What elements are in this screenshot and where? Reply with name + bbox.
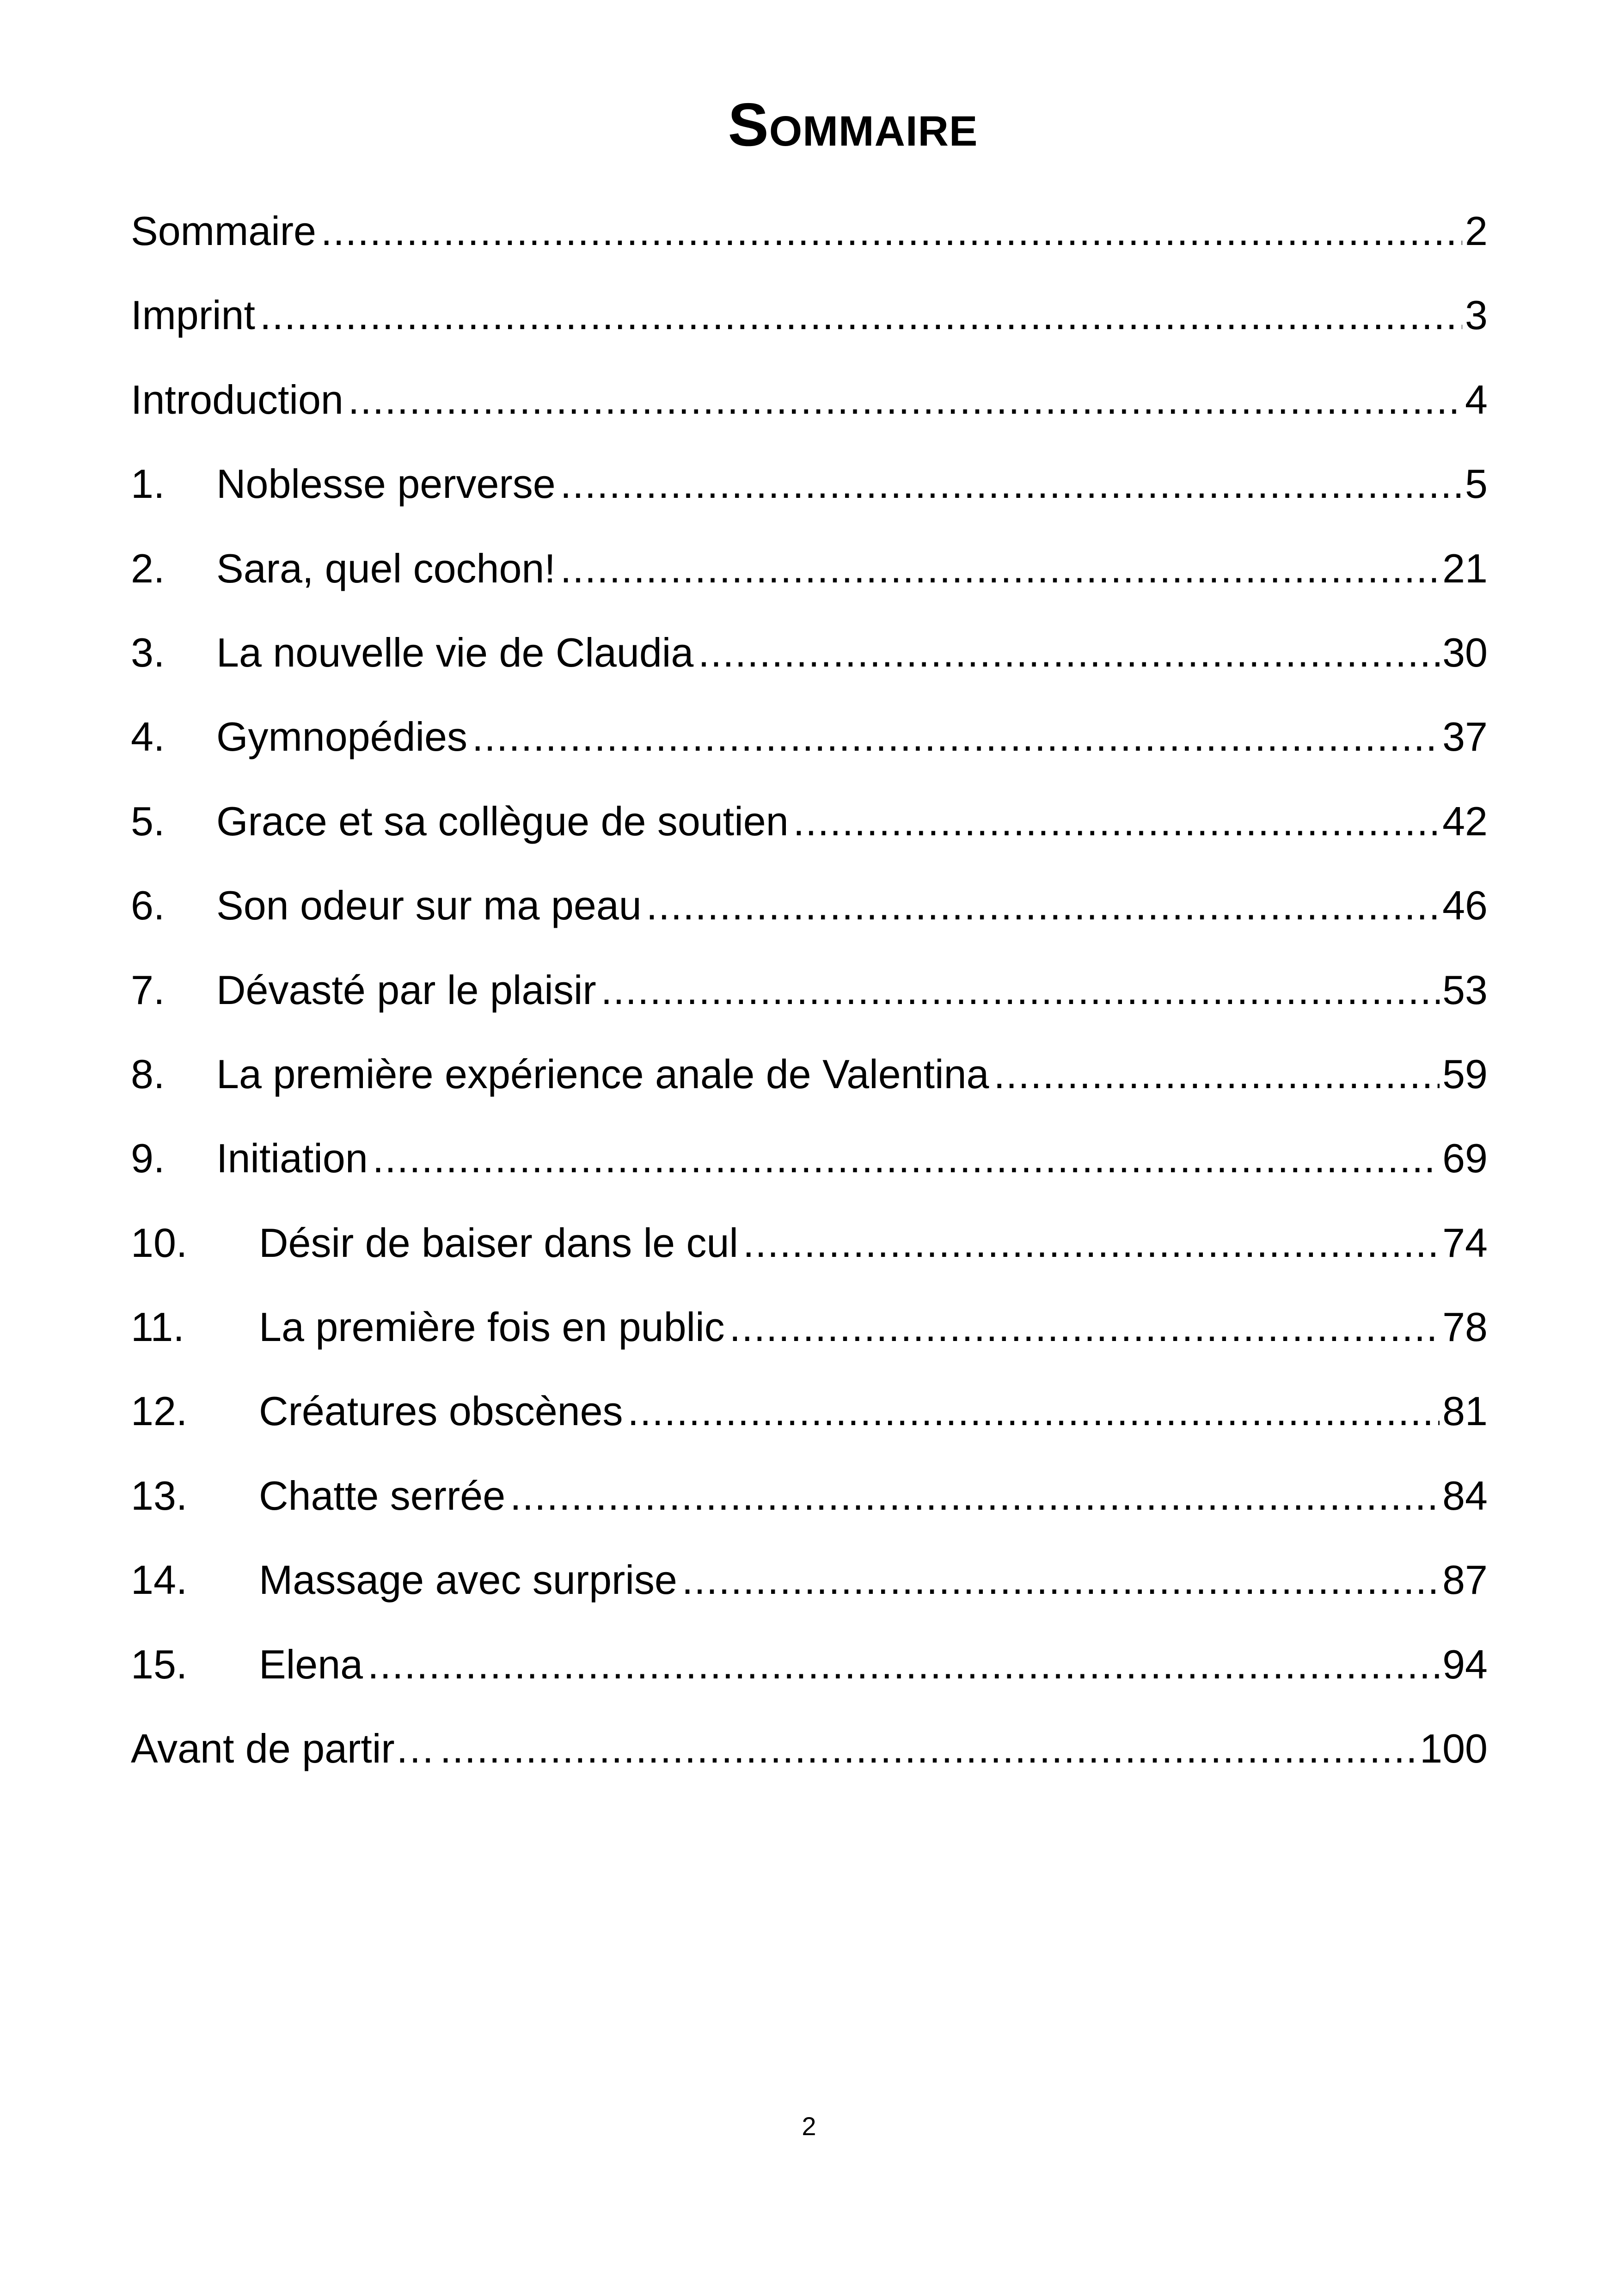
- toc-entry-number: 12.: [131, 1388, 188, 1434]
- toc-entry-title: Sara, quel cochon!: [216, 545, 556, 591]
- toc-entry-number: 2.: [131, 545, 165, 591]
- toc-entry-page: 94: [1442, 1641, 1488, 1687]
- toc-dot-leader: [743, 1211, 1440, 1275]
- toc-dot-leader: [646, 873, 1440, 938]
- toc-dot-leader: [510, 1463, 1440, 1528]
- toc-entry-page: 74: [1442, 1219, 1488, 1266]
- toc-entry-page: 37: [1442, 714, 1488, 760]
- toc-entry-title: Elena: [259, 1641, 363, 1687]
- toc-entry-title: Introduction: [131, 376, 343, 422]
- toc-entry[interactable]: [131, 620, 1488, 704]
- toc-entry[interactable]: [131, 536, 1488, 620]
- toc-entry-title: Dévasté par le plaisir: [216, 967, 596, 1013]
- toc-entry-title: Gymnopédies: [216, 714, 467, 760]
- toc-entry[interactable]: [131, 873, 1488, 957]
- toc-entry-page: 100: [1420, 1726, 1488, 1772]
- toc-entry-title: Créatures obscènes: [259, 1388, 623, 1434]
- toc-entry-title: Grace et sa collègue de soutien: [216, 798, 789, 844]
- toc-entry-title: La première expérience anale de Valentina: [216, 1051, 989, 1097]
- toc-entry-page: 42: [1442, 798, 1488, 844]
- toc-entry[interactable]: [131, 1716, 1488, 1800]
- toc-entry[interactable]: [131, 452, 1488, 536]
- toc-entry[interactable]: [131, 1548, 1488, 1632]
- toc-entry[interactable]: [131, 1463, 1488, 1548]
- toc-entry-page: 3: [1465, 292, 1488, 338]
- toc-entry-page: 30: [1442, 629, 1488, 675]
- toc-entry[interactable]: [131, 1632, 1488, 1716]
- toc-entry[interactable]: [131, 704, 1488, 789]
- toc-entry[interactable]: [131, 958, 1488, 1042]
- toc-entry-title: Avant de partir…: [131, 1726, 435, 1772]
- toc-dot-leader: [682, 1548, 1440, 1612]
- toc-dot-leader: [628, 1379, 1440, 1444]
- toc-entry-page: 69: [1442, 1135, 1488, 1182]
- toc-entry-number: 9.: [131, 1135, 165, 1182]
- toc-entry-number: 1.: [131, 461, 165, 507]
- toc-dot-leader: [321, 199, 1462, 263]
- toc-entry[interactable]: [131, 1126, 1488, 1210]
- table-of-contents: [131, 199, 1488, 1800]
- toc-entry-number: 15.: [131, 1641, 188, 1687]
- toc-entry[interactable]: [131, 367, 1488, 452]
- toc-entry-title: Chatte serrée: [259, 1472, 506, 1518]
- toc-dot-leader: [560, 536, 1440, 601]
- toc-dot-leader: [729, 1295, 1440, 1359]
- toc-entry-number: 10.: [131, 1219, 188, 1266]
- toc-entry-title: Sommaire: [131, 208, 316, 254]
- toc-entry-page: 87: [1442, 1557, 1488, 1603]
- toc-entry-title: Initiation: [216, 1135, 368, 1182]
- toc-dot-leader: [993, 1042, 1440, 1107]
- toc-dot-leader: [348, 367, 1462, 432]
- toc-entry-number: 5.: [131, 798, 165, 844]
- toc-dot-leader: [368, 1632, 1440, 1697]
- toc-entry[interactable]: [131, 1379, 1488, 1463]
- toc-entry-number: 6.: [131, 882, 165, 929]
- toc-entry-page: 53: [1442, 967, 1488, 1013]
- toc-entry-page: 5: [1465, 461, 1488, 507]
- toc-dot-leader: [601, 958, 1440, 1022]
- toc-dot-leader: [793, 789, 1440, 854]
- toc-entry-page: 84: [1442, 1472, 1488, 1518]
- toc-dot-leader: [560, 452, 1462, 516]
- toc-entry[interactable]: [131, 1211, 1488, 1295]
- toc-entry-page: 2: [1465, 208, 1488, 254]
- toc-entry-number: 4.: [131, 714, 165, 760]
- toc-entry[interactable]: [131, 199, 1488, 283]
- toc-entry-title: La nouvelle vie de Claudia: [216, 629, 694, 675]
- toc-entry-title: Son odeur sur ma peau: [216, 882, 642, 929]
- toc-dot-leader: [472, 704, 1440, 769]
- toc-entry-title: Noblesse perverse: [216, 461, 556, 507]
- toc-entry[interactable]: [131, 1042, 1488, 1126]
- toc-entry-title: La première fois en public: [259, 1304, 725, 1350]
- page-title: Sommaire: [728, 91, 978, 159]
- toc-entry[interactable]: [131, 1295, 1488, 1379]
- toc-entry-page: 78: [1442, 1304, 1488, 1350]
- toc-entry-number: 3.: [131, 629, 165, 675]
- toc-entry-page: 4: [1465, 376, 1488, 422]
- toc-entry-page: 81: [1442, 1388, 1488, 1434]
- toc-dot-leader: [698, 620, 1440, 685]
- toc-entry-number: 13.: [131, 1472, 188, 1518]
- toc-entry[interactable]: [131, 283, 1488, 367]
- toc-entry-title: Massage avec surprise: [259, 1557, 677, 1603]
- toc-dot-leader: [260, 283, 1462, 348]
- toc-entry-page: 21: [1442, 545, 1488, 591]
- toc-entry-number: 8.: [131, 1051, 165, 1097]
- toc-entry-number: 14.: [131, 1557, 188, 1603]
- toc-entry-number: 11.: [131, 1304, 184, 1350]
- toc-entry[interactable]: [131, 789, 1488, 873]
- toc-entry-page: 46: [1442, 882, 1488, 929]
- toc-dot-leader: [440, 1716, 1417, 1781]
- toc-dot-leader: [373, 1126, 1440, 1191]
- toc-entry-page: 59: [1442, 1051, 1488, 1097]
- toc-entry-title: Imprint: [131, 292, 255, 338]
- footer-page-number: 2: [802, 2112, 816, 2141]
- toc-entry-number: 7.: [131, 967, 165, 1013]
- toc-entry-title: Désir de baiser dans le cul: [259, 1219, 738, 1266]
